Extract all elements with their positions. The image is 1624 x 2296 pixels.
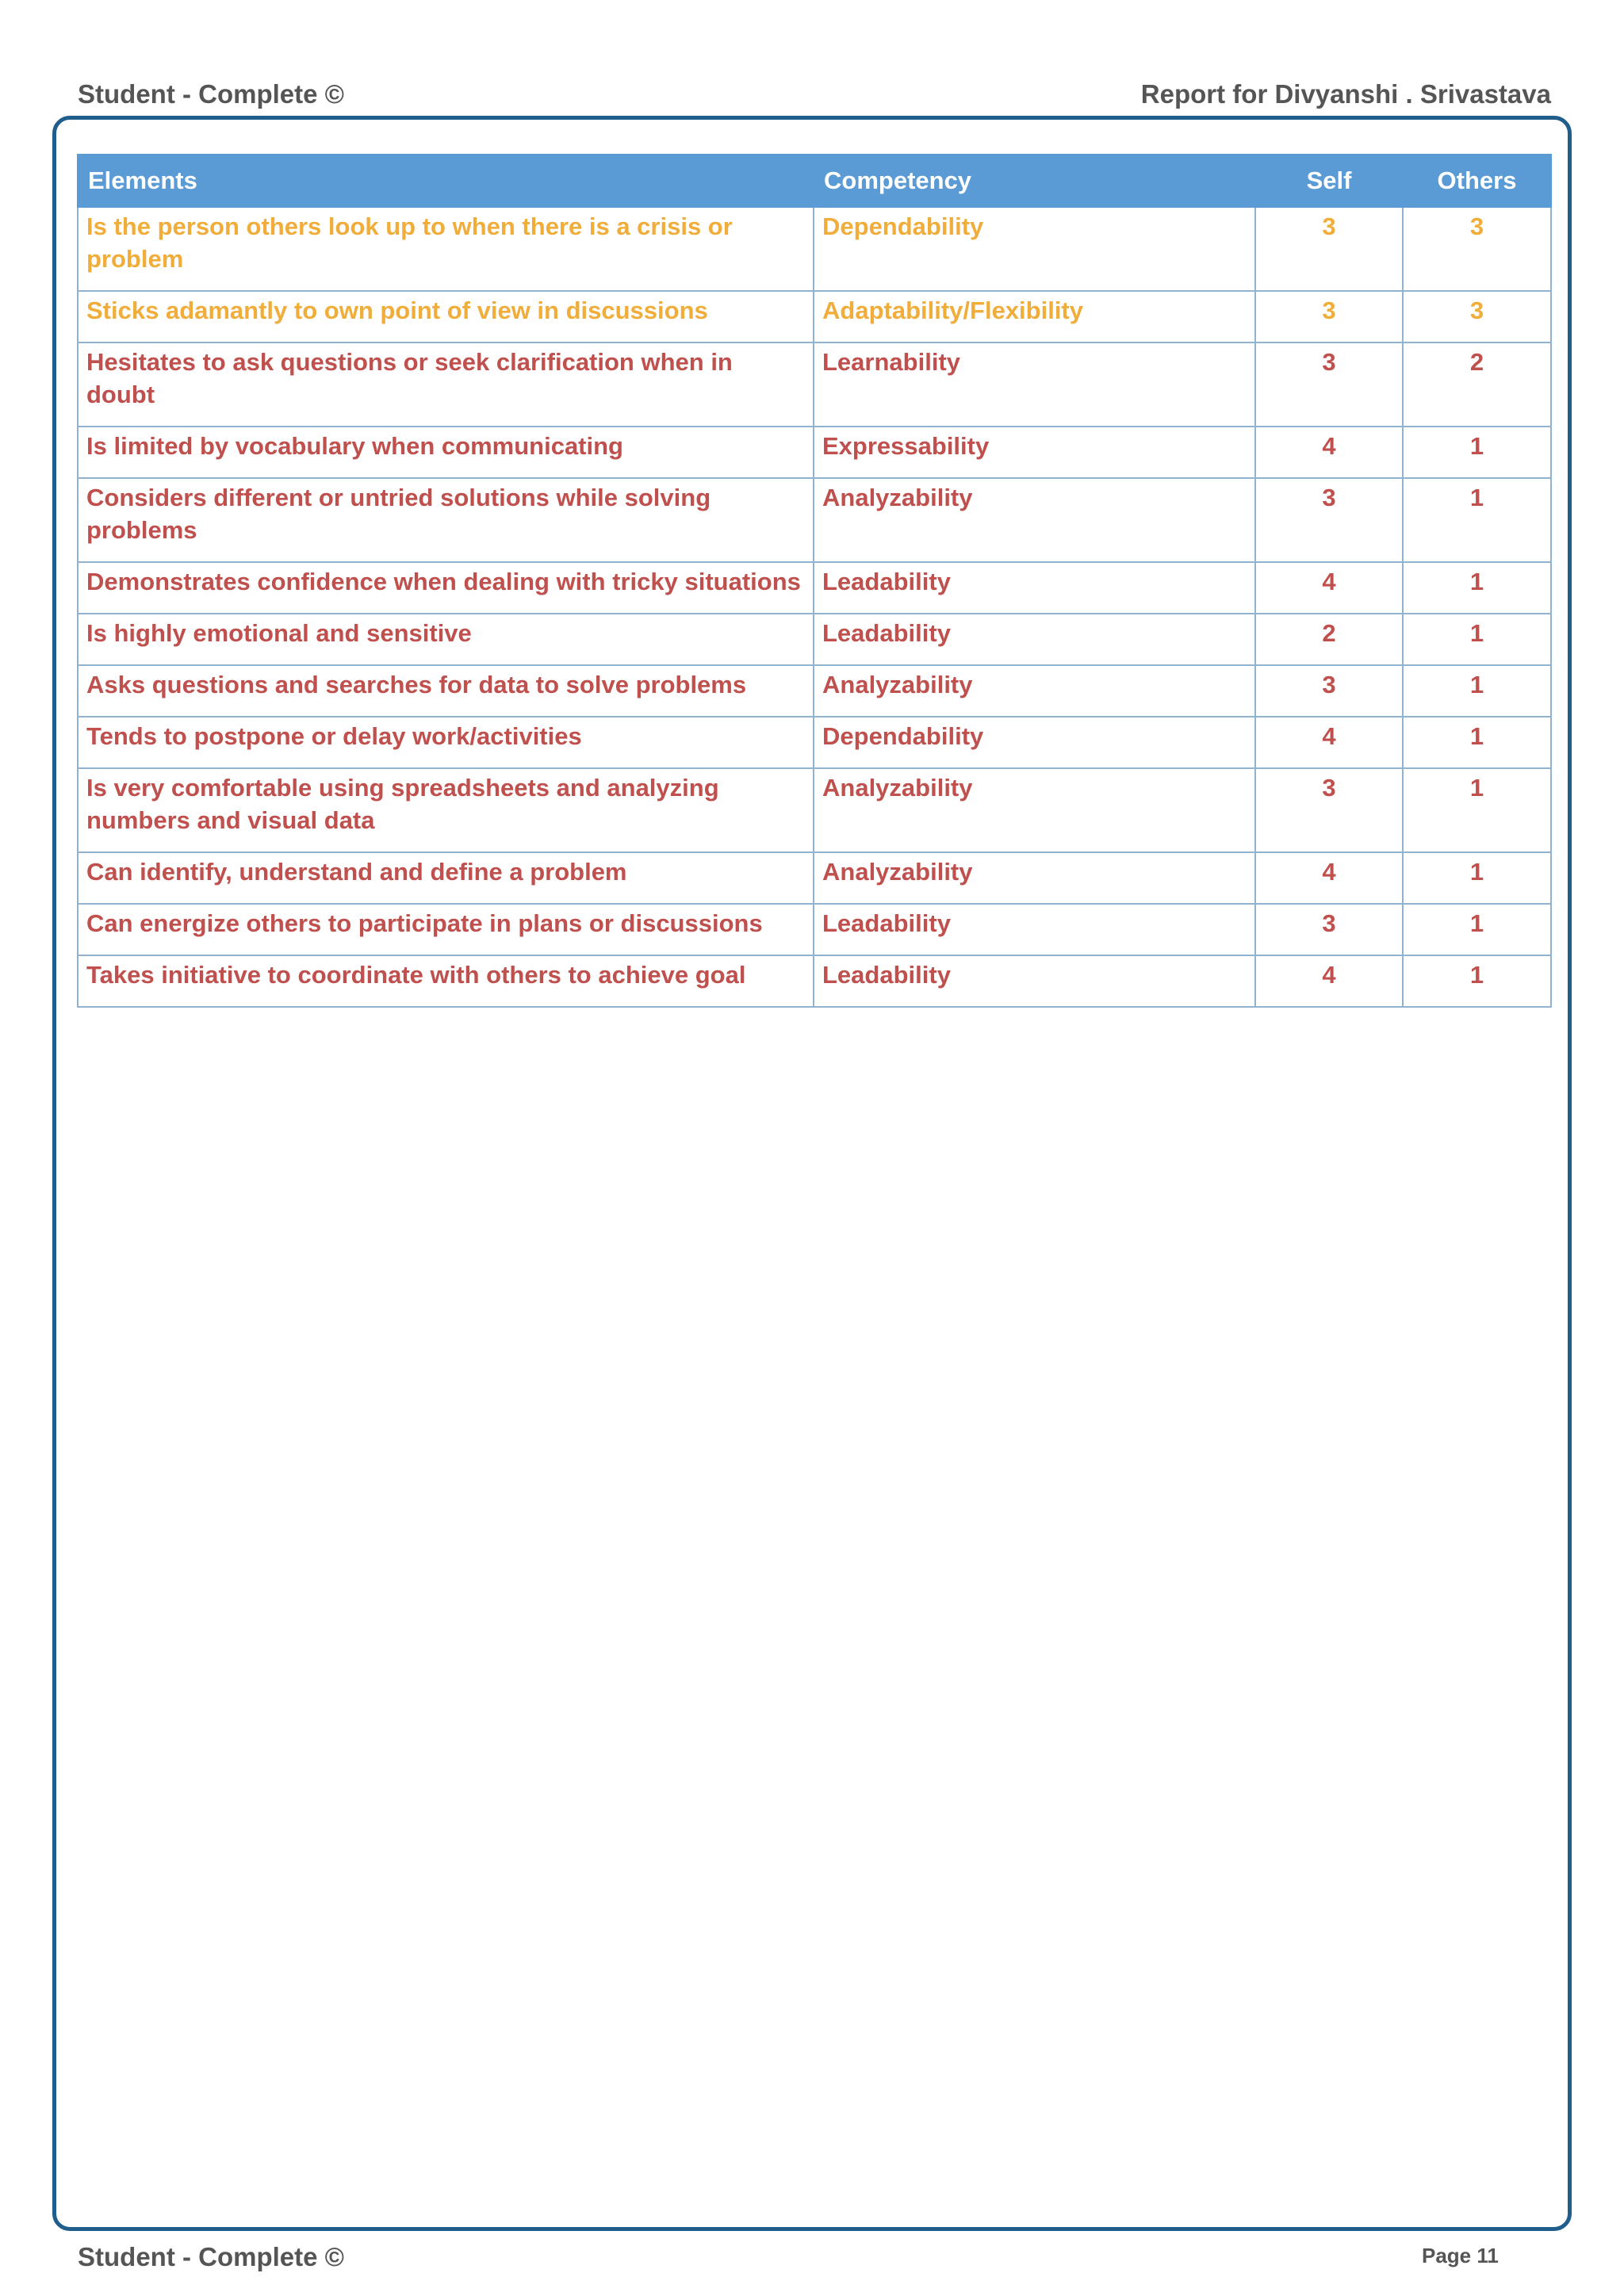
competency-cell: Expressability xyxy=(814,427,1255,478)
self-score-cell: 4 xyxy=(1255,562,1403,614)
competency-cell: Analyzability xyxy=(814,852,1255,904)
others-score-cell: 1 xyxy=(1403,768,1551,852)
competency-cell: Leadability xyxy=(814,904,1255,955)
table-row xyxy=(78,427,1551,478)
element-cell: Considers different or untried solutions while solving problems xyxy=(78,478,814,562)
element-cell: Can identify, understand and define a problem xyxy=(78,852,814,904)
table-row xyxy=(78,852,1551,904)
others-score-cell: 3 xyxy=(1403,207,1551,291)
element-cell: Is very comfortable using spreadsheets and analyzing numbers and visual data xyxy=(78,768,814,852)
others-score-cell: 1 xyxy=(1403,478,1551,562)
others-score-cell: 1 xyxy=(1403,614,1551,665)
self-score-cell: 3 xyxy=(1255,291,1403,342)
self-score-cell: 4 xyxy=(1255,852,1403,904)
others-score-cell: 1 xyxy=(1403,665,1551,717)
competency-cell: Leadability xyxy=(814,562,1255,614)
self-score-cell: 4 xyxy=(1255,717,1403,768)
header-report-type: Student - Complete © xyxy=(78,79,344,109)
table-row xyxy=(78,478,1551,562)
column-header-self: Self xyxy=(1255,155,1403,207)
self-score-cell: 4 xyxy=(1255,955,1403,1007)
others-score-cell: 1 xyxy=(1403,717,1551,768)
element-cell: Asks questions and searches for data to solve problems xyxy=(78,665,814,717)
column-header-competency: Competency xyxy=(814,155,1255,207)
competency-cell: Leadability xyxy=(814,955,1255,1007)
self-score-cell: 3 xyxy=(1255,478,1403,562)
competency-cell: Learnability xyxy=(814,342,1255,427)
element-cell: Is highly emotional and sensitive xyxy=(78,614,814,665)
self-score-cell: 3 xyxy=(1255,904,1403,955)
header-report-for: Report for Divyanshi . Srivastava xyxy=(1140,79,1551,109)
table-row xyxy=(78,291,1551,342)
competency-cell: Dependability xyxy=(814,207,1255,291)
table-row xyxy=(78,614,1551,665)
competency-cell: Analyzability xyxy=(814,768,1255,852)
element-cell: Sticks adamantly to own point of view in discussions xyxy=(78,291,814,342)
competency-cell: Leadability xyxy=(814,614,1255,665)
others-score-cell: 2 xyxy=(1403,342,1551,427)
competency-cell: Dependability xyxy=(814,717,1255,768)
column-header-elements: Elements xyxy=(78,155,814,207)
competency-cell: Analyzability xyxy=(814,665,1255,717)
element-cell: Tends to postpone or delay work/activities xyxy=(78,717,814,768)
competency-cell: Adaptability/Flexibility xyxy=(814,291,1255,342)
self-score-cell: 2 xyxy=(1255,614,1403,665)
element-cell: Takes initiative to coordinate with others to achieve goal xyxy=(78,955,814,1007)
table-row xyxy=(78,904,1551,955)
table-row xyxy=(78,207,1551,291)
self-score-cell: 3 xyxy=(1255,665,1403,717)
table-body xyxy=(78,207,1551,1007)
others-score-cell: 1 xyxy=(1403,852,1551,904)
element-cell: Is limited by vocabulary when communicating xyxy=(78,427,814,478)
footer-report-type: Student - Complete © xyxy=(78,2242,344,2271)
others-score-cell: 3 xyxy=(1403,291,1551,342)
competency-table xyxy=(77,154,1552,1008)
element-cell: Is the person others look up to when there is a crisis or problem xyxy=(78,207,814,291)
column-header-others: Others xyxy=(1403,155,1551,207)
competency-cell: Analyzability xyxy=(814,478,1255,562)
table-row xyxy=(78,768,1551,852)
others-score-cell: 1 xyxy=(1403,904,1551,955)
element-cell: Hesitates to ask questions or seek clarification when in doubt xyxy=(78,342,814,427)
self-score-cell: 3 xyxy=(1255,207,1403,291)
table-header-row xyxy=(78,155,1551,207)
self-score-cell: 3 xyxy=(1255,342,1403,427)
table-row xyxy=(78,342,1551,427)
table-row xyxy=(78,717,1551,768)
others-score-cell: 1 xyxy=(1403,427,1551,478)
others-score-cell: 1 xyxy=(1403,955,1551,1007)
page-number: Page 11 xyxy=(1422,2244,1499,2267)
table-row xyxy=(78,562,1551,614)
self-score-cell: 4 xyxy=(1255,427,1403,478)
table-row xyxy=(78,665,1551,717)
others-score-cell: 1 xyxy=(1403,562,1551,614)
element-cell: Can energize others to participate in plans or discussions xyxy=(78,904,814,955)
element-cell: Demonstrates confidence when dealing with tricky situations xyxy=(78,562,814,614)
table-row xyxy=(78,955,1551,1007)
self-score-cell: 3 xyxy=(1255,768,1403,852)
